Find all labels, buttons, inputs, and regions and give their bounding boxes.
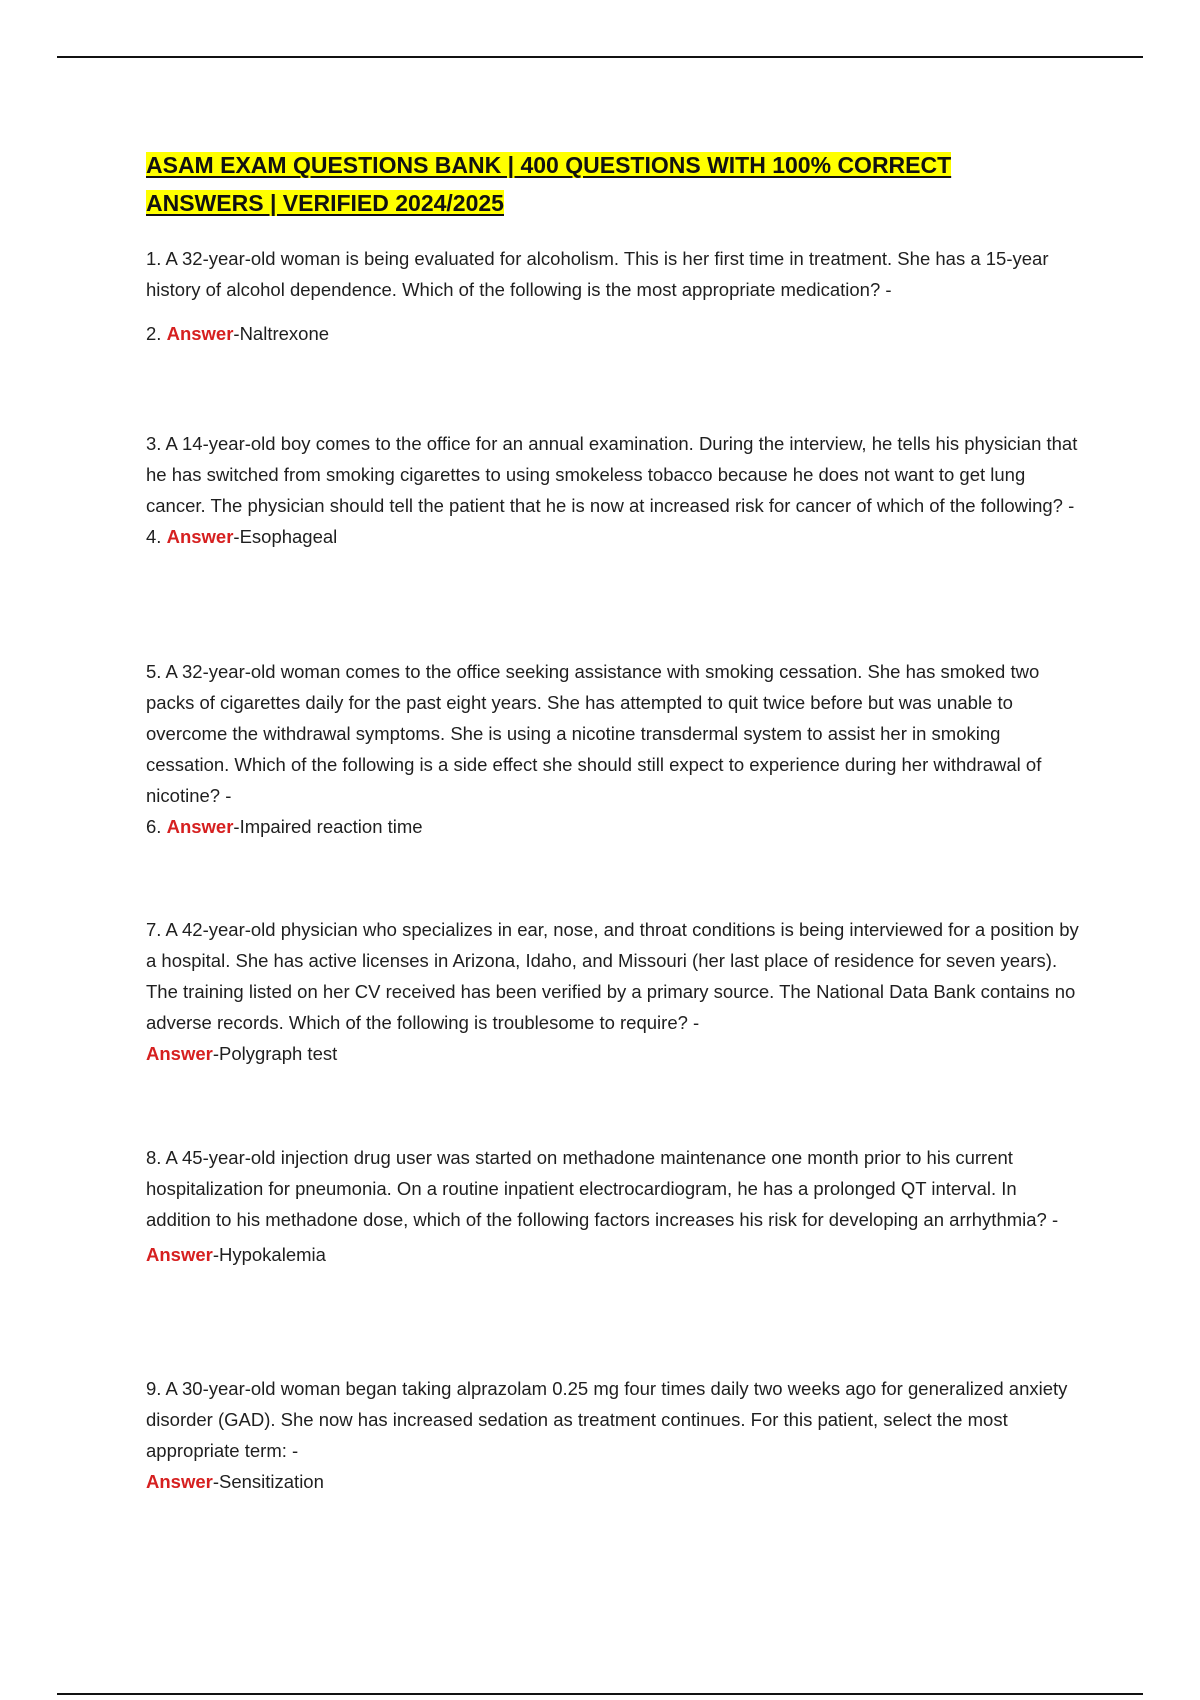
answer-text: -Impaired reaction time [233,816,423,837]
qa-block-2 [146,428,1081,552]
answer-label: Answer [166,323,234,344]
answer-line [146,1239,1081,1270]
title-line-1: ASAM EXAM QUESTIONS BANK | 400 QUESTIONS WITH 100% CORRECT [146,152,952,178]
question-text: 3. A 14-year-old boy comes to the office for an annual examination. During the interview, he tells his physician that he has switched from smoking cigarettes to using smokeless tobacco because he does not want to get lung cancer. The physician should tell the patient that he is now at increased risk for cancer of which of the following? - [146,433,1078,516]
answer-line [146,318,1081,349]
qa-block-6 [146,1373,1081,1497]
answer-text: -Naltrexone [233,323,330,344]
answer-line [146,811,1081,842]
question-text: 7. A 42-year-old physician who specializes in ear, nose, and throat conditions is being interviewed for a position by a hospital. She has active licenses in Arizona, Idaho, and Missouri (her last place of residence for seven years). The training listed on her CV received has been verified by a primary source. The National Data Bank contains no adverse records. Which of the following is troublesome to require? - [146,919,1079,1033]
title-line-2: ANSWERS | VERIFIED 2024/2025 [146,190,504,216]
answer-label: Answer [146,1244,213,1265]
answer-number: 6. [146,816,167,837]
answer-number: 2. [146,323,167,344]
answer-label: Answer [146,1471,213,1492]
answer-text: -Polygraph test [212,1043,338,1064]
qa-block-1 [146,243,1081,349]
answer-number: 4. [146,526,167,547]
question-text: 8. A 45-year-old injection drug user was started on methadone maintenance one month prior to his current hospitalization for pneumonia. On a routine inpatient electrocardiogram, he has a prolonged QT interval. In addition to his methadone dose, which of the following factors increases his risk for developing an arrhythmia? - [146,1147,1059,1230]
answer-text: -Sensitization [212,1471,324,1492]
answer-line [146,1466,1081,1497]
answer-text: -Hypokalemia [212,1244,326,1265]
answer-line [146,521,1081,552]
answer-label: Answer [146,1043,213,1064]
qa-block-4 [146,914,1081,1069]
answer-text: -Esophageal [233,526,338,547]
question-text: 9. A 30-year-old woman began taking alprazolam 0.25 mg four times daily two weeks ago for generalized anxiety disorder (GAD). She now has increased sedation as treatment continues. For this patient, select the most appropriate term: - [146,1378,1068,1461]
qa-block-5 [146,1142,1081,1270]
qa-block-3 [146,656,1081,842]
question-text: 5. A 32-year-old woman comes to the office seeking assistance with smoking cessation. She has smoked two packs of cigarettes daily for the past eight years. She has attempted to quit twice before but was unable to overcome the withdrawal symptoms. She is using a nicotine transdermal system to assist her in smoking cessation. Which of the following is a side effect she should still expect to experience during her withdrawal of nicotine? - [146,661,1042,806]
answer-label: Answer [166,526,234,547]
question-text: 1. A 32-year-old woman is being evaluated for alcoholism. This is her first time in treatment. She has a 15-year history of alcohol dependence. Which of the following is the most appropriate medication? - [146,248,1049,300]
answer-label: Answer [166,816,234,837]
document-title [146,146,1106,222]
bottom-rule [57,1693,1143,1695]
top-rule [57,56,1143,58]
answer-line [146,1038,1081,1069]
